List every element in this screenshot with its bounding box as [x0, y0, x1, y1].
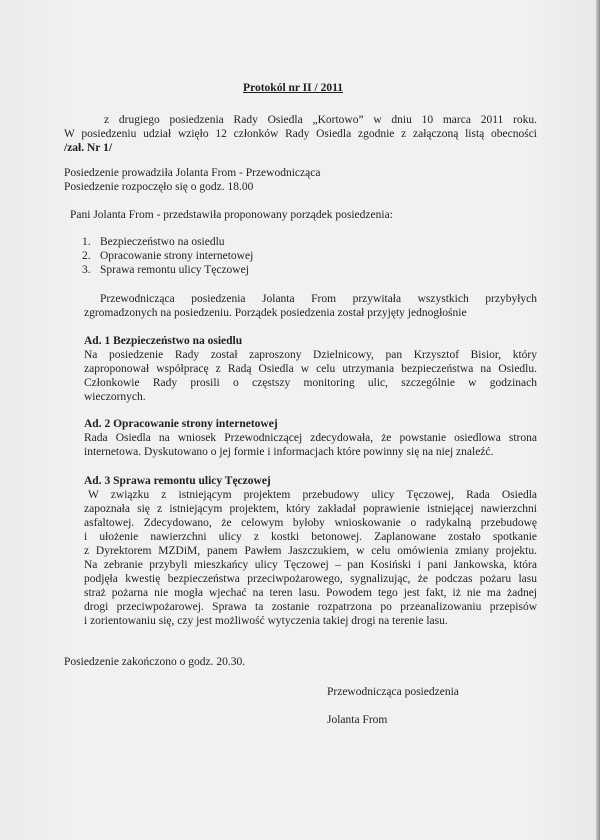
section-line: z Dyrektorem MZDiM, panem Pawłem Jaszczukiem, w celu omówienia zmiany projektu.	[84, 545, 537, 557]
agenda-item	[82, 263, 537, 277]
scan-edge	[596, 0, 600, 840]
section-line: Na zebranie przybyli mieszkańcy ulicy Tęczowej – pan Kosiński i pani Jankowska, która	[84, 559, 537, 571]
meeting-meta	[64, 166, 537, 194]
meta-line-start-time: Posiedzenie rozpoczęło się o godz. 18.00	[64, 181, 254, 193]
welcome-paragraph	[84, 292, 537, 320]
section-2	[84, 417, 537, 459]
closing-line: Posiedzenie zakończono o godz. 20.30.	[64, 656, 246, 668]
agenda-item-text: Bezpieczeństwo na osiedlu	[100, 236, 225, 248]
agenda-item-text: Sprawa remontu ulicy Tęczowej	[100, 264, 249, 276]
section-line: zapoznała się z istniejącym projektem, który zakładał poprawienie istniejącej nawierzchni	[84, 503, 537, 515]
intro-line: z drugiego posiedzenia Rady Osiedla „Kortowo” w dniu 10 marca 2011 roku.	[104, 114, 537, 126]
intro-line: W posiedzeniu udział wzięło 12 członków Rady Osiedla zgodnie z załączoną listą obecności	[64, 128, 537, 140]
meta-line-chair: Posiedzenie prowadziła Jolanta From - Przewodnicząca	[64, 167, 321, 179]
section-line: i zorientowaniu się, czy jest możliwość wytyczenia takiej drogi na terenie lasu.	[84, 615, 448, 627]
agenda-item-text: Opracowanie strony internetowej	[100, 250, 254, 262]
section-line: internetowa. Dyskutowano o jej formie i informacjach które powinny się na niej znaleźć.	[84, 446, 494, 458]
section-line: asfaltowej. Zdecydowano, że celowym byłoby wnioskowanie o radykalną przebudowę	[84, 517, 537, 529]
section-heading: Ad. 2 Opracowanie strony internetowej	[84, 418, 278, 430]
section-line: drogi przeciwpożarowej. Sprawa ta zostanie rozpatrzona po przeanalizowaniu przepisów	[84, 601, 537, 613]
signature-role: Przewodnicząca posiedzenia	[327, 686, 459, 698]
signature-block	[327, 685, 537, 727]
agenda-item-number: 1.	[82, 236, 91, 248]
agenda-item	[82, 249, 537, 263]
welcome-line: zgromadzonych na posiedzeniu. Porządek posiedzenia został przyjęty jednogłośnie	[84, 307, 467, 319]
section-heading: Ad. 3 Sprawa remontu ulicy Tęczowej	[84, 475, 271, 487]
section-line: wieczornych.	[84, 391, 146, 403]
section-line: straż pożarna nie mogła wjechać na teren lasu. Powodem tego jest fakt, iż nie ma żadnej	[84, 587, 537, 599]
section-line: Rada Osiedla na wniosek Przewodniczącej zdecydowała, że powstanie osiedlowa strona	[84, 432, 537, 444]
section-line: Członkowie Rady prosili o częstszy monitoring ulic, szczególnie w godzinach	[84, 377, 537, 389]
welcome-line: Przewodnicząca posiedzenia Jolanta From przywitała wszystkich przybyłych	[100, 293, 537, 305]
agenda-item	[82, 235, 537, 249]
agenda-intro: Pani Jolanta From - przedstawiła proponowany porządek posiedzenia:	[70, 209, 393, 221]
section-line: Na posiedzenie Rady został zaproszony Dzielnicowy, pan Krzysztof Bisior, który	[84, 349, 537, 361]
section-line: zaproponował współpracę z Radą Osiedla w celu utrzymania bezpieczeństwa na Osiedlu.	[84, 363, 537, 375]
agenda-item-number: 3.	[82, 264, 91, 276]
intro-paragraph	[64, 113, 537, 155]
section-line: i ułożenie nawierzchni ulicy z kostki betonowej. Zaplanowane zostało spotkanie	[84, 531, 537, 543]
attachment-reference: /zał. Nr 1/	[64, 142, 113, 154]
section-1	[84, 334, 537, 404]
section-heading: Ad. 1 Bezpieczeństwo na osiedlu	[84, 335, 243, 347]
signature-name: Jolanta From	[327, 714, 388, 726]
document-title: Protokól nr II / 2011	[243, 82, 343, 94]
agenda-list	[82, 235, 537, 277]
agenda-item-number: 2.	[82, 250, 91, 262]
section-line: W związku z istniejącym projektem przebudowy ulicy Tęczowej, Rada Osiedla	[88, 489, 537, 501]
section-line: podjęła kwestię bezpieczeństwa przeciwpożarowego, sygnalizując, że podczas pożaru lasu	[84, 573, 537, 585]
section-3	[84, 474, 537, 628]
